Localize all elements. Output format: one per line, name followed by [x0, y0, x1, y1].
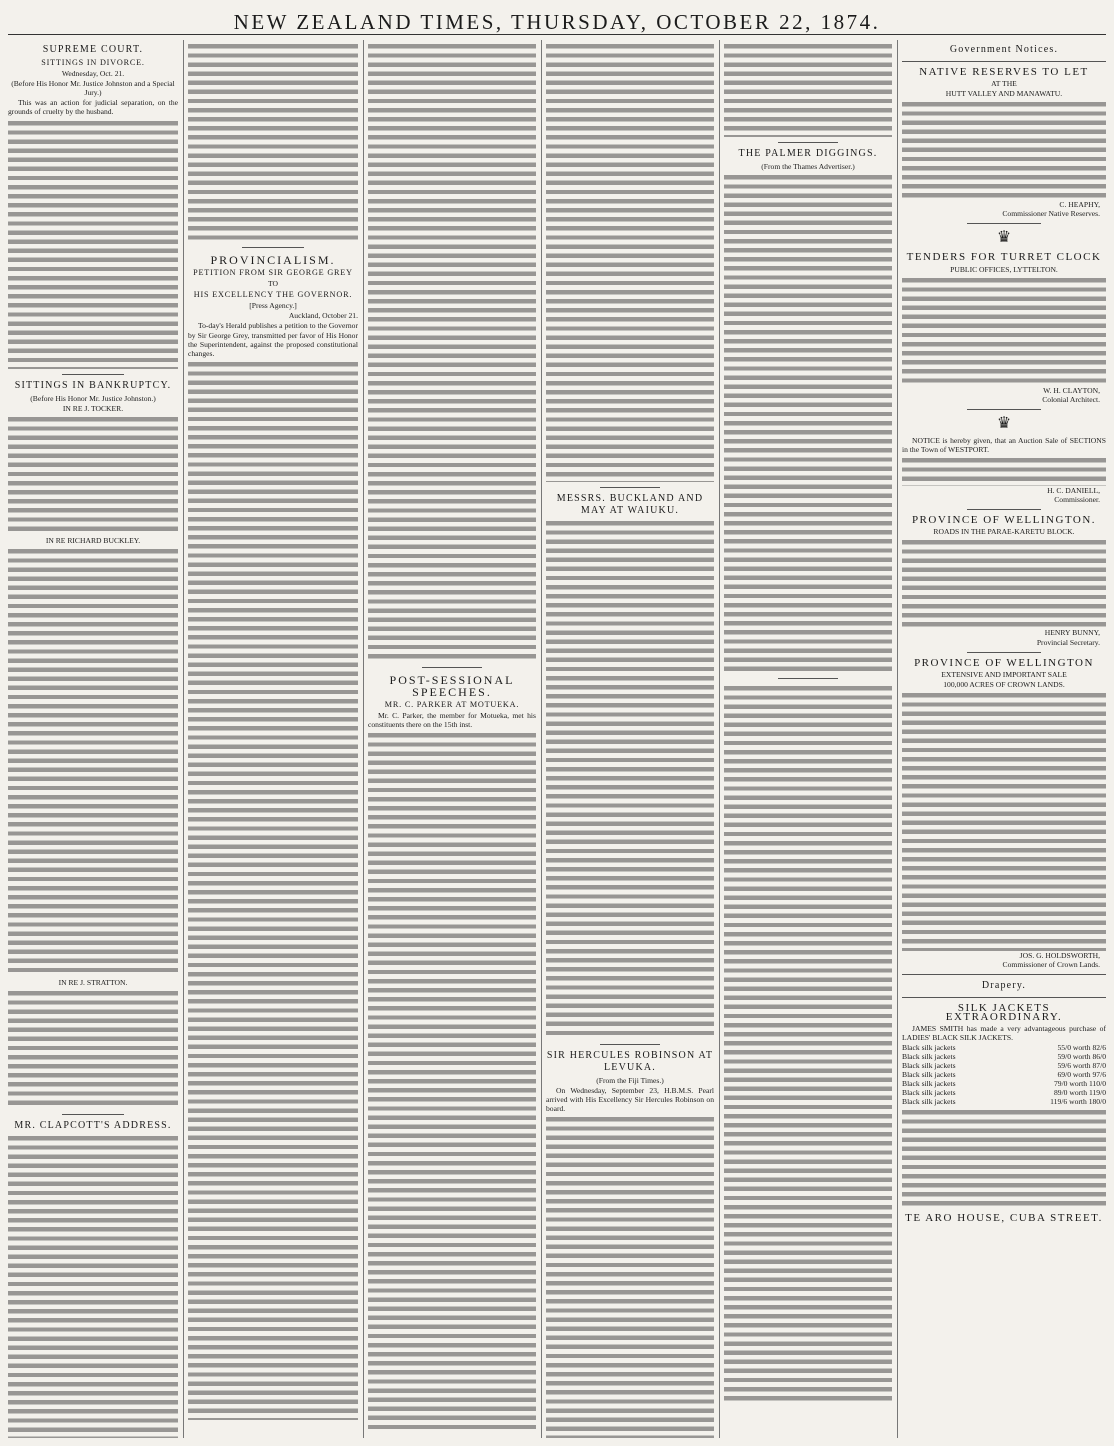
bankruptcy-bench: (Before His Honor Mr. Justice Johnston.)	[30, 393, 156, 403]
divider	[62, 374, 123, 375]
clapcott-address-heading: MR. CLAPCOTT'S ADDRESS.	[14, 1119, 172, 1131]
price-item: Black silk jackets	[902, 1043, 956, 1053]
column-rule	[719, 40, 720, 1438]
price-list	[902, 1043, 1106, 1106]
price-item: Black silk jackets	[902, 1097, 956, 1107]
price-row	[902, 1079, 1106, 1088]
buckland-may-heading: MESSRS. BUCKLAND AND MAY AT WAIUKU.	[556, 493, 704, 516]
article-body-text	[188, 360, 358, 1420]
holdsworth-role: Commissioner of Crown Lands.	[1002, 959, 1100, 969]
petition-subheading: PETITION FROM SIR GEORGE GREY	[193, 268, 353, 277]
petition-recipient: HIS EXCELLENCY THE GOVERNOR.	[193, 290, 353, 300]
daniell-role: Commissioner.	[1054, 495, 1100, 505]
westport-notice: NOTICE is hereby given, that an Auction Sale of SECTIONS in the Town of WESTPORT.	[902, 435, 1106, 454]
divider	[967, 223, 1040, 224]
price-value: 59/0 worth 86/0	[1057, 1052, 1106, 1062]
bunny-signature: HENRY BUNNY,	[1044, 628, 1100, 638]
divider	[600, 1044, 660, 1045]
price-item: Black silk jackets	[902, 1070, 956, 1080]
drapery-heading: Drapery.	[981, 980, 1027, 992]
palmer-diggings-heading: THE PALMER DIGGINGS.	[738, 148, 878, 159]
supreme-court-bench: (Before His Honor Mr. Justice Johnston and a Special Jury.)	[11, 79, 175, 98]
divider	[902, 974, 1106, 975]
price-row	[902, 1061, 1106, 1070]
article-body-text	[8, 989, 178, 1109]
article-body-text	[368, 42, 536, 662]
press-agency: [Press Agency.]	[249, 301, 297, 311]
price-row	[902, 1097, 1106, 1106]
clayton-signature: W. H. CLAYTON,	[1043, 385, 1100, 395]
divider	[242, 247, 303, 248]
price-row	[902, 1052, 1106, 1061]
supreme-court-paragraph: This was an action for judicial separation, on the grounds of cruelty by the husband.	[8, 98, 178, 117]
provincialism-lead: To-day's Herald publishes a petition to the Governor by Sir George Grey, transmitted per favor of His Honor the Superintendent, against the proposed constitutional changes.	[188, 321, 358, 358]
divider	[967, 509, 1040, 510]
bankruptcy-case: IN RE J. STRATTON.	[58, 977, 128, 987]
turret-clock-heading: TENDERS FOR TURRET CLOCK	[906, 251, 1102, 264]
column-rule	[897, 40, 898, 1438]
dateline: Auckland, October 21.	[288, 311, 358, 321]
te-aro-house-footer: TE ARO HOUSE, CUBA STREET.	[905, 1212, 1103, 1225]
notice-body-text	[902, 100, 1106, 200]
article-body-text	[724, 684, 892, 1404]
article-body-text	[546, 1115, 714, 1438]
fiji-times-source: (From the Fiji Times.)	[596, 1076, 664, 1085]
native-reserves-heading: NATIVE RESERVES TO LET	[919, 66, 1089, 78]
parker-lead: Mr. C. Parker, the member for Motueka, met his constituents there on the 15th inst.	[368, 711, 536, 730]
daniell-signature: H. C. DANIELL,	[1047, 486, 1100, 496]
crown-lands-sub: 100,000 ACRES OF CROWN LANDS.	[943, 679, 1065, 689]
divider	[778, 678, 838, 679]
column-2	[188, 40, 358, 1438]
parker-subheading: MR. C. PARKER AT MOTUEKA.	[384, 700, 520, 709]
notice-body-text	[902, 538, 1106, 628]
price-item: Black silk jackets	[902, 1079, 956, 1089]
divider	[778, 142, 838, 143]
article-body-text	[8, 415, 178, 535]
post-sessional-heading: POST-SESSIONAL SPEECHES.	[389, 673, 515, 699]
silk-jackets-text: JAMES SMITH has made a very advantageous purchase of LADIES' BLACK SILK JACKETS.	[902, 1024, 1106, 1043]
column-6	[902, 40, 1106, 1438]
column-rule	[363, 40, 364, 1438]
price-item: Black silk jackets	[902, 1052, 956, 1062]
article-body-text	[8, 547, 178, 977]
price-value: 55/0 worth 82/6	[1057, 1043, 1106, 1053]
extensive-sale-sub: EXTENSIVE AND IMPORTANT SALE	[941, 669, 1067, 679]
supreme-court-heading: SUPREME COURT.	[42, 44, 144, 55]
bankruptcy-case: IN RE J. TOCKER.	[62, 403, 124, 413]
silk-jackets-heading: SILK JACKETS EXTRAORDINARY.	[945, 1002, 1063, 1024]
royal-crest-icon: ♛	[996, 414, 1012, 432]
heaphy-signature: C. HEAPHY,	[1059, 200, 1100, 210]
article-body-text	[188, 42, 358, 242]
notice-body-text	[902, 1108, 1106, 1208]
column-5	[724, 40, 892, 1438]
article-body-text	[546, 519, 714, 1039]
price-value: 69/0 worth 97/6	[1057, 1070, 1106, 1080]
price-row	[902, 1088, 1106, 1097]
sir-hercules-lead: On Wednesday, September 23, H.B.M.S. Pearl arrived with His Excellency Sir Hercules Robinson on board.	[546, 1086, 714, 1114]
native-reserves-place: HUTT VALLEY AND MANAWATU.	[945, 89, 1063, 99]
divider	[422, 667, 482, 668]
price-item: Black silk jackets	[902, 1061, 956, 1071]
province-wellington-sale-heading: PROVINCE OF WELLINGTON	[914, 656, 1094, 669]
bunny-role: Provincial Secretary.	[1036, 637, 1100, 647]
column-3	[368, 40, 536, 1438]
provincialism-heading: PROVINCIALISM.	[210, 253, 336, 267]
article-body-text	[368, 731, 536, 1431]
supreme-court-date: Wednesday, Oct. 21.	[61, 69, 125, 79]
article-body-text	[724, 173, 892, 673]
divider	[967, 409, 1040, 410]
column-1	[8, 40, 178, 1438]
price-item: Black silk jackets	[902, 1088, 956, 1098]
native-reserves-at: AT THE	[991, 79, 1017, 89]
divider	[62, 1114, 123, 1115]
column-rule	[183, 40, 184, 1438]
royal-crest-icon: ♛	[996, 229, 1012, 247]
petition-to: TO	[268, 279, 278, 289]
article-body-text	[8, 119, 178, 369]
notice-body-text	[902, 456, 1106, 486]
notice-body-text	[902, 276, 1106, 386]
article-body-text	[546, 42, 714, 482]
government-notices-heading: Government Notices.	[949, 44, 1059, 55]
column-4	[546, 40, 714, 1438]
masthead	[0, 0, 1114, 34]
price-value: 89/0 worth 119/0	[1053, 1088, 1106, 1098]
sir-hercules-heading: SIR HERCULES ROBINSON AT LEVUKA.	[546, 1050, 714, 1073]
price-row	[902, 1070, 1106, 1079]
divider	[902, 61, 1106, 62]
bankruptcy-case: IN RE RICHARD BUCKLEY.	[45, 535, 141, 545]
divider	[600, 487, 660, 488]
clayton-role: Colonial Architect.	[1042, 394, 1100, 404]
heaphy-role: Commissioner Native Reserves.	[1002, 209, 1100, 219]
column-rule	[541, 40, 542, 1438]
masthead-rule	[8, 34, 1106, 35]
turret-clock-sub: PUBLIC OFFICES, LYTTELTON.	[950, 264, 1058, 274]
price-value: 79/0 worth 110/0	[1053, 1079, 1106, 1089]
province-wellington-heading: PROVINCE OF WELLINGTON.	[911, 514, 1097, 527]
price-value: 59/6 worth 87/0	[1057, 1061, 1106, 1071]
parae-karetu-sub: ROADS IN THE PARAE-KARETU BLOCK.	[933, 527, 1075, 537]
divider	[967, 652, 1040, 653]
holdsworth-signature: JOS. G. HOLDSWORTH,	[1019, 950, 1100, 960]
article-body-text	[724, 42, 892, 137]
article-body-text	[8, 1134, 178, 1438]
masthead-title: NEW ZEALAND TIMES, THURSDAY, OCTOBER 22, 1874.	[233, 10, 881, 34]
price-row	[902, 1043, 1106, 1052]
bankruptcy-heading: SITTINGS IN BANKRUPTCY.	[14, 379, 172, 391]
price-value: 119/6 worth 180/0	[1050, 1097, 1106, 1107]
supreme-court-subheading: SITTINGS IN DIVORCE.	[41, 58, 145, 67]
notice-body-text	[902, 691, 1106, 951]
divider	[902, 997, 1106, 998]
thames-advertiser-source: (From the Thames Advertiser.)	[761, 162, 855, 171]
